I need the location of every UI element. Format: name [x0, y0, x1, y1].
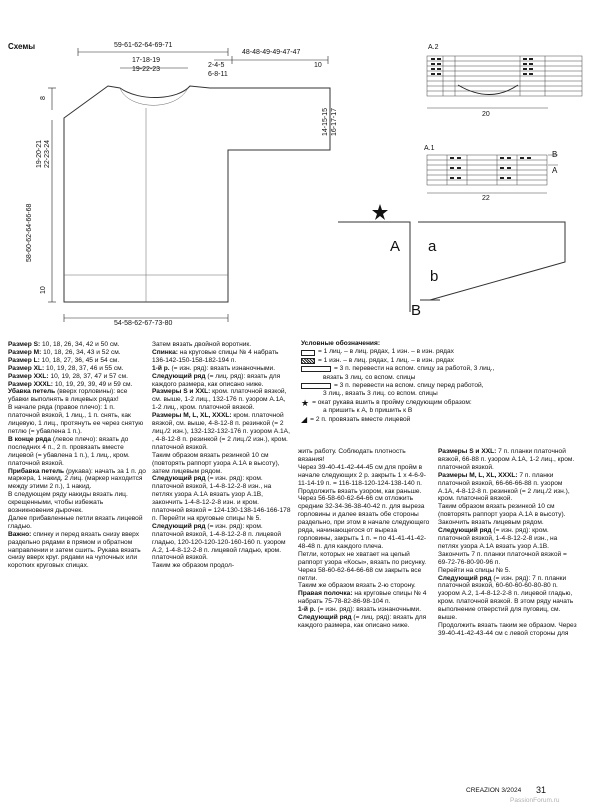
paragraph: [152, 452, 292, 476]
paragraph-heading: Следующий ряд: [438, 574, 492, 582]
paragraph: [152, 341, 292, 349]
paragraph-heading: Размер L:: [8, 356, 40, 364]
setting-label-a: a: [428, 238, 437, 255]
paragraph: [8, 515, 148, 531]
paragraph-text: Таким же образом продол-: [152, 562, 235, 570]
legend-cable-back: = 3 п. перевести на вспом. спицу за работой, 3 лиц.,: [301, 365, 591, 373]
paragraph-text: Петли, которых не хватает на целый раппорт узора «Косы», вязать по рисунку.: [298, 550, 427, 566]
paragraph-text: Таким же образом вязать 2-ю сторону.: [298, 582, 416, 590]
schemes-title: Схемы: [8, 42, 36, 51]
paragraph: [152, 388, 292, 412]
star-icon: [372, 204, 388, 220]
paragraph: [298, 590, 433, 606]
paragraph: [8, 404, 148, 436]
paragraph-heading: Убавка петель: [8, 388, 56, 396]
paragraph-text: В начале ряда (правое плечо): 1 п. платочной вязкой, 1 лиц., 1 п. снять, как лицевую, 1 лиц., протянуть ее через снятую петлю (= убавлена 1 п.).: [8, 404, 144, 435]
dim-body-len: 58-60-62-64-66-68: [26, 203, 33, 262]
dim-top-width: 59-61-62-64-69-71: [114, 42, 173, 49]
dim-sleeve-ten: 10: [314, 62, 322, 69]
paragraph: [8, 491, 148, 515]
legend-k2tog: ◢ = 2 п. провязать вместе лицевой: [301, 414, 411, 424]
paragraph: [152, 562, 292, 570]
paragraph-heading: Размер XXL:: [8, 372, 49, 380]
paragraph: [298, 495, 433, 550]
dim-neck-depth: 8: [40, 96, 47, 100]
paragraph: [152, 373, 292, 389]
paragraph: [152, 349, 292, 365]
paragraph-text: 7 п. планки платочной вязкой, 66-88 п. узором А.1А, 1-2 лиц., кром. платочной вязкой.: [438, 448, 575, 471]
paragraph-text: (вверх горловины): все убавки выполнять в лицевых рядах!: [8, 388, 128, 404]
k2tog-icon: ◢: [301, 414, 308, 424]
paragraph-heading: Следующий ряд: [298, 614, 352, 622]
paragraph-text: 10, 19, 29, 39, 49 и 59 см.: [53, 380, 133, 388]
text-column-1: [8, 341, 148, 570]
paragraph: [152, 412, 292, 452]
dim-armhole-b: 22-23-24: [44, 139, 51, 168]
text-column-4: [438, 448, 578, 638]
paragraph-text: (= изн. ряд): кром. платочной вязкой, 1-4-8-12-2-8 изн., на петлях узора А.1А вязать узор А.1В, закончить 1-4-8-12-2-8 изн. и кром. платочной вязкой = 124-130-138-146-166-178 п. Перейти на круговые спицы № 5.: [152, 475, 291, 522]
paragraph: [298, 551, 433, 567]
paragraph-text: Далее прибавленные петли вязать лицевой гладью.: [8, 514, 143, 530]
paragraph-text: 10, 18, 26, 34, 43 и 52 см.: [41, 348, 121, 356]
paragraph-heading: 1-й р.: [298, 606, 316, 614]
dim-sleeve-width: 48-48-49-49-47-47: [242, 49, 301, 56]
paragraph-text: Таким образом вязать резинкой 10 см (повторять раппорт узора А.1А в высоту), затем лицевым рядом.: [152, 451, 280, 475]
chart-a1-title: A.1: [424, 145, 435, 152]
cable-front-icon: [301, 383, 331, 389]
chart-a1-a: A: [552, 166, 558, 175]
paragraph-heading: Следующий ряд: [152, 522, 206, 530]
legend-knit: = 1 лиц. – в лиц. рядах, 1 изн. – в изн. рядах: [301, 348, 591, 356]
paragraph-text: спинку и перед вязать снизу вверх раздельно рядами в прямом и обратном направлении и затем сшить. Рукава вязать снизу вверх круг. рядами на чулочных или коротких круговых спицах.: [8, 530, 141, 570]
chart-a2-width: 20: [482, 111, 490, 118]
paragraph-text: на круговые спицы № 4 набрать 136-142-150-158-182-194 п.: [152, 348, 279, 364]
paragraph-text: 10, 19, 28, 37, 47 и 57 см.: [48, 372, 128, 380]
paragraph-heading: Размеры M, L, XL, XXXL:: [152, 412, 232, 420]
paragraph-text: 10, 18, 26, 34, 42 и 50 см.: [40, 341, 120, 348]
cable-back-icon: [301, 366, 331, 372]
legend: [301, 340, 591, 424]
paragraph-heading: 1-й р.: [152, 364, 170, 372]
text-column-3: [298, 448, 433, 630]
paragraph-text: (= лиц. ряд): вязать для каждого размера, как описано ниже.: [152, 372, 281, 388]
paragraph-heading: Размер M:: [8, 348, 42, 356]
star-icon: ★: [301, 397, 310, 408]
legend-cable-front-2: 3 лиц., вязать 3 лиц. со вспом. спицы: [323, 390, 438, 398]
legend-purl: = 1 изн. – в лиц. рядах, 1 лиц. – в изн. рядах: [301, 357, 591, 365]
paragraph-text: В следующем ряду накиды вязать лиц. скрещенными, чтобы избежать возникновения дырочек.: [8, 491, 128, 515]
paragraph-heading: Размер XXXL:: [8, 380, 53, 388]
paragraph: [298, 582, 433, 590]
knit-symbol-icon: [301, 350, 315, 356]
paragraph-heading: Спинка:: [152, 348, 178, 356]
paragraph-heading: Правая полочка:: [298, 590, 353, 598]
paragraph-text: 10, 19, 28, 37, 46 и 55 см.: [44, 364, 124, 372]
purl-symbol-icon: [301, 358, 315, 364]
paragraph: [8, 349, 148, 357]
chart-a1-width: 22: [482, 195, 490, 202]
paragraph-heading: Прибавка петель: [8, 467, 65, 475]
dim-bottom-width: 54-58-62-67-73-80: [114, 320, 173, 327]
paragraph: [298, 448, 433, 464]
paragraph: [8, 468, 148, 492]
paragraph: [438, 448, 578, 472]
paragraph: [298, 614, 433, 630]
paragraph-text: кром. платочной вязкой, см. выше, 1-2 лиц., 132-176 п. узором А.1А, 1-2 лиц., кром. платочной вязкой.: [152, 388, 287, 412]
legend-title: Условные обозначения:: [301, 340, 381, 347]
paragraph-heading: В конце ряда: [8, 435, 52, 443]
paragraph-text: Таким образом вязать резинкой 10 см (повторять раппорт узора А.1А в высоту). Закончить вязать лицевым рядом.: [438, 503, 566, 527]
setting-label-A: A: [390, 238, 401, 255]
paragraph-text: Через 56-58-60-62-64-66 см отложить средние 32-34-36-38-40-42 п. для выреза горловины и далее вязать обе стороны раздельно, при этом в начале следующего ряда, начинающегося от выреза горловины, закрыть 1 п. = по 41-41-41-42-48-48 п. для каждого плеча.: [298, 495, 430, 550]
paragraph-text: (= лиц. ряд): вязать для каждого размера, как описано ниже.: [298, 614, 427, 629]
paragraph-text: Перейти на спицы № 5.: [438, 566, 511, 574]
paragraph: [438, 575, 578, 622]
chart-a2-title: A.2: [428, 44, 439, 51]
paragraph: [8, 365, 148, 373]
paragraph: [298, 567, 433, 583]
paragraph-heading: Следующий ряд: [438, 527, 492, 535]
paragraph-heading: Размеры M, L, XL, XXXL:: [438, 471, 518, 479]
paragraph: [438, 527, 578, 567]
dim-rib: 10: [40, 286, 47, 294]
dim-sleeve-depth-a: 14-15-15: [322, 107, 329, 136]
dim-shoulder-a: 2-4-5: [208, 62, 225, 69]
paragraph-text: (= изн. ряд): кром. платочной вязкой, 1-4-8-12-2-8 п. лицевой гладью, 120-120-120-120-160-160 п. узором А.2, 1-4-8-12-2-8 п. лицевой гладью, кром. платочной вязкой.: [152, 522, 286, 562]
dim-neck-a: 17-18-19: [132, 57, 161, 64]
paragraph-text: (= изн. ряд): кром. платочной вязкой, 1-4-8-12-2-8 изн., на петлях узора А.1А вязать узор А.1В. Закончить 7 п. планки платочной вязкой = 69-72-76-80-90-96 п.: [438, 527, 567, 566]
paragraph: [438, 567, 578, 575]
watermark: PassionForum.ru: [510, 797, 560, 804]
paragraph: [438, 622, 578, 638]
paragraph-text: на круговые спицы № 4 набрать 75-78-82-86-98-104 п.: [298, 590, 427, 606]
paragraph-text: Затем вязать двойной воротник.: [152, 341, 252, 348]
paragraph: [152, 475, 292, 522]
paragraph-text: жить работу. Соблюдать плотность вязания!: [298, 448, 406, 463]
legend-star-2: а пришить к А, b пришить к В: [323, 407, 413, 415]
paragraph-heading: Следующий ряд: [152, 372, 206, 380]
paragraph-text: 10, 18, 27, 36, 45 и 54 см.: [39, 356, 120, 364]
legend-cable-back-2: вязать 3 лиц. со вспом. спицы: [323, 373, 416, 381]
paragraph: [298, 464, 433, 496]
text-column-2: [152, 341, 292, 570]
paragraph-text: кром. платочной вязкой, см. выше, 4-8-12-8 п. резинкой (= 2 лиц./2 изн.), 132-132-132-176 п. узором А.1А, , 4-8-12-8 п. резинкой (= 2 лиц./2 изн.), кром. платочной вязкой.: [152, 412, 290, 451]
dim-sleeve-depth-b: 16-17-17: [331, 107, 338, 136]
paragraph-heading: Размеры S и XXL:: [438, 448, 497, 455]
paragraph-text: (левое плечо): вязать до последних 4 п., 2 п. провязать вместе лицевой (= убавлена 1 п.), 1 лиц., кром. платочной вязкой.: [8, 435, 130, 467]
paragraph-heading: Следующий ряд: [152, 475, 206, 483]
setting-label-B: B: [411, 302, 422, 319]
paragraph-text: Через 58-60-62-64-66-68 см закрыть все петли.: [298, 566, 422, 582]
paragraph-text: Через 39-40-41-42-44-45 см для пройм в начале следующих 2 р. закрыть 1 х 4-6-9-11-14-19 п. = 116-118-120-124-138-140 п. Продолжить вязать узором, как раньше.: [298, 463, 426, 495]
paragraph-text: (= изн. ряд): вязать изнаночными.: [315, 606, 422, 614]
legend-star: ★ = окат рукава вшить в пройму следующим образом:: [301, 397, 472, 408]
paragraph: [152, 365, 292, 373]
magazine-name: CREAZION 3/2024: [466, 787, 522, 794]
dim-neck-b: 19-22-23: [132, 66, 161, 73]
paragraph: [438, 503, 578, 527]
paragraph: [8, 531, 148, 571]
paragraph-text: (= изн. ряд): вязать изнаночными.: [169, 364, 276, 372]
setting-label-b: b: [430, 268, 439, 285]
paragraph: [152, 523, 292, 563]
paragraph-heading: Размер XL:: [8, 364, 45, 372]
paragraph-text: (рукава): начать за 1 п. до маркера, 1 накид, 2 лиц. (маркер находится между этими 2 п.), 1 накид.: [8, 467, 146, 491]
dim-armhole-a: 19-20-21: [36, 139, 43, 168]
paragraph-heading: Важно:: [8, 530, 32, 538]
paragraph: [8, 436, 148, 468]
paragraph-heading: Размеры S и XXL:: [152, 388, 211, 396]
paragraph: [8, 357, 148, 365]
legend-cable-front: = 3 п. перевести на вспом. спицу перед работой,: [301, 382, 591, 390]
paragraph: [8, 373, 148, 381]
paragraph: [8, 388, 148, 404]
page-number: 31: [536, 785, 547, 795]
dim-shoulder-b: 6-8-11: [208, 71, 228, 78]
paragraph: [438, 472, 578, 504]
paragraph: [298, 606, 433, 614]
paragraph-text: Продолжить вязать таким же образом. Через 39-40-41-42-43-44 см с левой стороны для: [438, 621, 577, 637]
paragraph-heading: Размер S:: [8, 341, 41, 348]
paragraph-text: 7 п. планки платочной вязкой, 66-66-66-88 п. узором А.1А, 4-8-12-8 п. резинкой (= 2 лиц./2 изн.), кром. платочной вязкой.: [438, 471, 570, 503]
chart-a1-b: B: [552, 150, 558, 159]
paragraph: [8, 341, 148, 349]
paragraph-text: (= изн. ряд): 7 п. планки платочной вязкой, 60-60-60-60-80-80 п. узором А.2, 1-4-8-12-2-8 п. лицевой гладью, кром. платочной вязкой. В этом ряду начать выполнение отверстий для пуговиц, см. выше.: [438, 574, 574, 622]
